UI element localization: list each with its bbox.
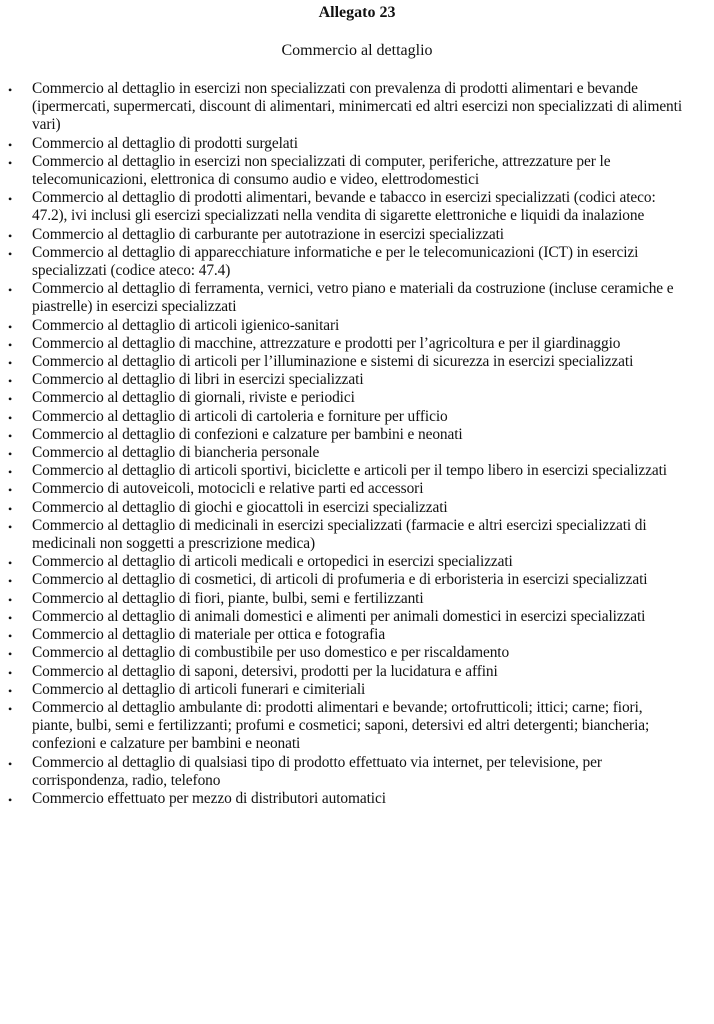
bullet-icon: • bbox=[8, 665, 13, 680]
list-item-text: Commercio al dettaglio di apparecchiature informatiche e per le telecomunicazioni (ICT) in esercizi specializzati (codice ateco: 47.4) bbox=[32, 243, 639, 280]
list-item-text: Commercio al dettaglio di macchine, attrezzature e prodotti per l’agricoltura e per il giardinaggio bbox=[32, 334, 621, 352]
list-item-text: Commercio al dettaglio di articoli medicali e ortopedici in esercizi specializzati bbox=[32, 553, 513, 571]
list-item bbox=[0, 590, 714, 608]
list-item bbox=[0, 280, 714, 316]
bullet-icon: • bbox=[8, 319, 13, 334]
bullet-icon: • bbox=[8, 447, 13, 462]
bullet-icon: • bbox=[8, 556, 13, 571]
list-item bbox=[0, 608, 714, 626]
list-item-text: Commercio al dettaglio ambulante di: prodotti alimentari e bevande; ortofrutticoli; ittici; carne; fiori, piante, bulbi, semi e fertilizzanti; profumi e cosmetici; saponi, detersivi ed altri detergenti; biancheria; confezioni e calzature per bambini e neonati bbox=[32, 698, 650, 753]
list-item-text: Commercio al dettaglio di libri in esercizi specializzati bbox=[32, 371, 364, 389]
bullet-icon: • bbox=[8, 501, 13, 516]
list-item-text: Commercio al dettaglio di animali domestici e alimenti per animali domestici in esercizi specializzati bbox=[32, 607, 646, 625]
list-item-text: Commercio al dettaglio di prodotti alimentari, bevande e tabacco in esercizi specializzati (codici ateco: 47.2), ivi inclusi gli esercizi specializzati nella vendita di sigarette elettroniche e liquidi da inalazione bbox=[32, 189, 656, 225]
bullet-icon: • bbox=[8, 592, 13, 607]
list-item-text: Commercio effettuato per mezzo di distributori automatici bbox=[32, 789, 386, 807]
bullet-icon: • bbox=[8, 374, 13, 389]
list-item bbox=[0, 644, 714, 662]
list-item-text: Commercio al dettaglio di prodotti surgelati bbox=[32, 134, 298, 152]
list-item-text: Commercio al dettaglio di combustibile per uso domestico e per riscaldamento bbox=[32, 644, 510, 662]
list-item-text: Commercio al dettaglio di materiale per ottica e fotografia bbox=[32, 626, 386, 644]
list-item-text: Commercio al dettaglio di articoli per l’illuminazione e sistemi di sicurezza in esercizi specializzati bbox=[32, 353, 634, 371]
bullet-icon: • bbox=[8, 610, 13, 625]
list-item-text: Commercio al dettaglio in esercizi non specializzati di computer, periferiche, attrezzature per le telecomunicazioni, elettronica di consumo audio e video, elettrodomestici bbox=[32, 152, 611, 189]
list-item bbox=[0, 80, 714, 135]
list-item-text: Commercio al dettaglio di fiori, piante, bulbi, semi e fertilizzanti bbox=[32, 589, 424, 607]
bullet-icon: • bbox=[8, 756, 13, 771]
bullet-icon: • bbox=[8, 246, 13, 261]
list-item bbox=[0, 699, 714, 754]
list-item bbox=[0, 408, 714, 426]
list-item-text: Commercio al dettaglio di ferramenta, vernici, vetro piano e materiali da costruzione (incluse ceramiche e piastrelle) in esercizi specializzati bbox=[32, 280, 674, 316]
list-item bbox=[0, 226, 714, 244]
bullet-icon: • bbox=[8, 465, 13, 480]
list-item bbox=[0, 462, 714, 480]
list-item-text: Commercio al dettaglio di qualsiasi tipo di prodotto effettuato via internet, per televisione, per corrispondenza, radio, telefono bbox=[32, 753, 602, 789]
list-item bbox=[0, 499, 714, 517]
bullet-icon: • bbox=[8, 647, 13, 662]
list-item-text: Commercio al dettaglio di cosmetici, di articoli di profumeria e di erboristeria in esercizi specializzati bbox=[32, 571, 648, 589]
bullet-icon: • bbox=[8, 701, 13, 716]
list-item bbox=[0, 353, 714, 371]
bullet-icon: • bbox=[8, 356, 13, 371]
list-item-text: Commercio di autoveicoli, motocicli e relative parti ed accessori bbox=[32, 480, 424, 498]
list-item-text: Commercio al dettaglio di carburante per autotrazione in esercizi specializzati bbox=[32, 225, 504, 243]
bullet-icon: • bbox=[8, 519, 13, 534]
list-item-text: Commercio al dettaglio di articoli igienico-sanitari bbox=[32, 316, 340, 334]
bullet-icon: • bbox=[8, 228, 13, 243]
list-item bbox=[0, 389, 714, 407]
bullet-list bbox=[0, 80, 714, 808]
list-item bbox=[0, 153, 714, 189]
list-item bbox=[0, 335, 714, 353]
bullet-icon: • bbox=[8, 137, 13, 152]
bullet-icon: • bbox=[8, 337, 13, 352]
bullet-icon: • bbox=[8, 83, 13, 97]
list-item-text: Commercio al dettaglio di biancheria personale bbox=[32, 444, 320, 462]
list-item bbox=[0, 317, 714, 335]
list-item-text: Commercio al dettaglio di giochi e giocattoli in esercizi specializzati bbox=[32, 498, 448, 516]
list-item-text: Commercio al dettaglio di articoli funerari e cimiteriali bbox=[32, 680, 366, 698]
bullet-icon: • bbox=[8, 483, 13, 498]
bullet-icon: • bbox=[8, 629, 13, 644]
list-item-text: Commercio al dettaglio di medicinali in esercizi specializzati (farmacie e altri esercizi specializzati di medicinali non soggetti a prescrizione medica) bbox=[32, 516, 647, 553]
list-item bbox=[0, 571, 714, 589]
list-item-text: Commercio al dettaglio di giornali, riviste e periodici bbox=[32, 389, 355, 407]
bullet-icon: • bbox=[8, 428, 13, 443]
bullet-icon: • bbox=[8, 410, 13, 425]
bullet-icon: • bbox=[8, 192, 13, 207]
document-title: Allegato 23 bbox=[318, 4, 396, 21]
list-item bbox=[0, 189, 714, 225]
list-item-text: Commercio al dettaglio di confezioni e calzature per bambini e neonati bbox=[32, 425, 463, 443]
list-item bbox=[0, 244, 714, 280]
list-item bbox=[0, 626, 714, 644]
bullet-icon: • bbox=[8, 683, 13, 698]
document-subtitle: Commercio al dettaglio bbox=[281, 42, 433, 59]
list-item bbox=[0, 754, 714, 790]
list-item bbox=[0, 135, 714, 153]
bullet-icon: • bbox=[8, 155, 13, 170]
bullet-icon: • bbox=[8, 574, 13, 589]
list-item-text: Commercio al dettaglio di articoli sportivi, biciclette e articoli per il tempo libero in esercizi specializzati bbox=[32, 462, 667, 480]
list-item bbox=[0, 681, 714, 699]
bullet-icon: • bbox=[8, 392, 13, 407]
bullet-icon: • bbox=[8, 283, 13, 298]
bullet-icon: • bbox=[8, 792, 13, 807]
list-item bbox=[0, 426, 714, 444]
list-item bbox=[0, 444, 714, 462]
list-item bbox=[0, 553, 714, 571]
list-item bbox=[0, 480, 714, 498]
list-item bbox=[0, 517, 714, 553]
list-item-text: Commercio al dettaglio in esercizi non specializzati con prevalenza di prodotti alimentari e bevande (ipermercati, supermercati, discount di alimentari, minimercati ed altri esercizi non specializzati di alimenti vari) bbox=[32, 80, 683, 134]
list-item-text: Commercio al dettaglio di saponi, detersivi, prodotti per la lucidatura e affini bbox=[32, 662, 498, 680]
list-item-text: Commercio al dettaglio di articoli di cartoleria e forniture per ufficio bbox=[32, 407, 448, 425]
list-item bbox=[0, 790, 714, 808]
list-item bbox=[0, 371, 714, 389]
list-item bbox=[0, 663, 714, 681]
